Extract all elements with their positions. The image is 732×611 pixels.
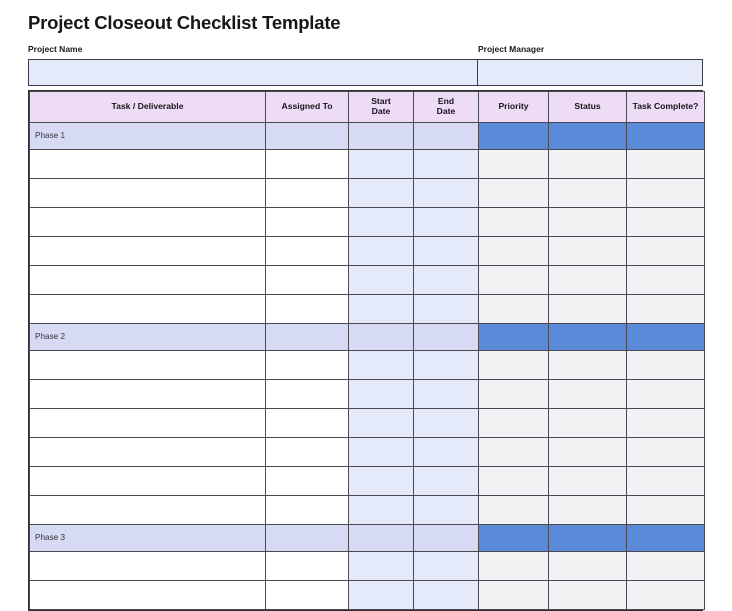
- cell-start[interactable]: [349, 380, 414, 409]
- cell-status[interactable]: [549, 295, 627, 324]
- project-manager-label: Project Manager: [478, 44, 545, 54]
- cell-start[interactable]: [349, 208, 414, 237]
- cell-status[interactable]: [549, 552, 627, 581]
- cell-complete[interactable]: [627, 324, 705, 351]
- cell-status[interactable]: [549, 525, 627, 552]
- cell-complete[interactable]: [627, 123, 705, 150]
- column-header-start-date: [349, 92, 414, 123]
- cell-task[interactable]: [30, 438, 266, 467]
- cell-end[interactable]: [414, 409, 479, 438]
- phase-row: [30, 525, 705, 552]
- cell-complete[interactable]: [627, 438, 705, 467]
- cell-complete[interactable]: [627, 467, 705, 496]
- cell-priority[interactable]: [479, 266, 549, 295]
- cell-status[interactable]: [549, 380, 627, 409]
- cell-priority[interactable]: [479, 295, 549, 324]
- table-row: [30, 467, 705, 496]
- cell-assigned[interactable]: [266, 123, 349, 150]
- cell-end[interactable]: [414, 351, 479, 380]
- column-header-task-line1: Task / Deliverable: [111, 101, 184, 112]
- cell-assigned[interactable]: [266, 581, 349, 610]
- column-header-task-complete: [627, 92, 705, 123]
- cell-start[interactable]: [349, 552, 414, 581]
- project-name-input[interactable]: [29, 60, 478, 85]
- cell-priority[interactable]: [479, 179, 549, 208]
- cell-assigned[interactable]: [266, 552, 349, 581]
- cell-complete[interactable]: [627, 208, 705, 237]
- cell-complete[interactable]: [627, 295, 705, 324]
- cell-complete[interactable]: [627, 237, 705, 266]
- cell-priority[interactable]: [479, 409, 549, 438]
- column-header-status: [549, 92, 627, 123]
- cell-complete[interactable]: [627, 409, 705, 438]
- cell-status[interactable]: [549, 179, 627, 208]
- cell-assigned[interactable]: [266, 467, 349, 496]
- cell-end[interactable]: [414, 150, 479, 179]
- cell-assigned[interactable]: [266, 438, 349, 467]
- cell-status[interactable]: [549, 351, 627, 380]
- cell-task-text: Phase 3: [35, 533, 66, 543]
- cell-end[interactable]: [414, 380, 479, 409]
- table-row: [30, 266, 705, 295]
- cell-status[interactable]: [549, 409, 627, 438]
- table-row: [30, 150, 705, 179]
- cell-task[interactable]: [30, 525, 266, 552]
- cell-task[interactable]: [30, 496, 266, 525]
- table-row: [30, 295, 705, 324]
- cell-priority[interactable]: [479, 351, 549, 380]
- page-title: Project Closeout Checklist Template: [28, 12, 341, 33]
- cell-start[interactable]: [349, 496, 414, 525]
- cell-end[interactable]: [414, 295, 479, 324]
- cell-start[interactable]: [349, 150, 414, 179]
- cell-start[interactable]: [349, 324, 414, 351]
- cell-priority[interactable]: [479, 438, 549, 467]
- cell-start[interactable]: [349, 525, 414, 552]
- cell-priority[interactable]: [479, 525, 549, 552]
- cell-assigned[interactable]: [266, 237, 349, 266]
- cell-assigned[interactable]: [266, 496, 349, 525]
- column-header-start-date-line1: Start: [371, 96, 391, 107]
- cell-task[interactable]: [30, 208, 266, 237]
- cell-priority[interactable]: [479, 208, 549, 237]
- cell-status[interactable]: [549, 496, 627, 525]
- cell-status[interactable]: [549, 266, 627, 295]
- cell-assigned[interactable]: [266, 324, 349, 351]
- cell-complete[interactable]: [627, 266, 705, 295]
- table-row: [30, 438, 705, 467]
- cell-task[interactable]: [30, 123, 266, 150]
- cell-task[interactable]: [30, 467, 266, 496]
- table-row: [30, 409, 705, 438]
- cell-task[interactable]: [30, 324, 266, 351]
- cell-assigned[interactable]: [266, 525, 349, 552]
- cell-start[interactable]: [349, 237, 414, 266]
- cell-complete[interactable]: [627, 581, 705, 610]
- column-header-end-date: [414, 92, 479, 123]
- cell-complete[interactable]: [627, 552, 705, 581]
- table-row: [30, 351, 705, 380]
- cell-complete[interactable]: [627, 380, 705, 409]
- cell-assigned[interactable]: [266, 208, 349, 237]
- cell-task[interactable]: [30, 295, 266, 324]
- table-row: [30, 237, 705, 266]
- cell-assigned[interactable]: [266, 380, 349, 409]
- meta-label-row: [28, 44, 703, 56]
- cell-priority[interactable]: [479, 123, 549, 150]
- cell-end[interactable]: [414, 581, 479, 610]
- cell-start[interactable]: [349, 438, 414, 467]
- cell-end[interactable]: [414, 438, 479, 467]
- cell-priority[interactable]: [479, 324, 549, 351]
- cell-status[interactable]: [549, 581, 627, 610]
- cell-assigned[interactable]: [266, 295, 349, 324]
- cell-status[interactable]: [549, 150, 627, 179]
- cell-task[interactable]: [30, 581, 266, 610]
- column-header-priority: [479, 92, 549, 123]
- cell-task[interactable]: [30, 266, 266, 295]
- column-header-start-date-line2: Date: [371, 106, 391, 116]
- phase-row: [30, 123, 705, 150]
- cell-start[interactable]: [349, 351, 414, 380]
- column-header-status-line1: Status: [574, 101, 601, 112]
- cell-complete[interactable]: [627, 496, 705, 525]
- cell-task-text: Phase 2: [35, 332, 66, 342]
- cell-status[interactable]: [549, 467, 627, 496]
- column-header-end-date-line2: Date: [436, 106, 456, 116]
- cell-task[interactable]: [30, 237, 266, 266]
- phase-row: [30, 324, 705, 351]
- cell-assigned[interactable]: [266, 150, 349, 179]
- column-header-end-date-line1: End: [437, 96, 455, 107]
- cell-task[interactable]: [30, 552, 266, 581]
- cell-end[interactable]: [414, 266, 479, 295]
- cell-start[interactable]: [349, 179, 414, 208]
- cell-status[interactable]: [549, 208, 627, 237]
- table-row: [30, 179, 705, 208]
- cell-priority[interactable]: [479, 380, 549, 409]
- cell-priority[interactable]: [479, 552, 549, 581]
- cell-start[interactable]: [349, 581, 414, 610]
- cell-task[interactable]: [30, 179, 266, 208]
- table-row: [30, 581, 705, 610]
- column-header-task-complete-line1: Task Complete?: [632, 101, 699, 112]
- project-name-label: Project Name: [28, 44, 83, 54]
- cell-start[interactable]: [349, 295, 414, 324]
- column-header-priority-line1: Priority: [498, 101, 529, 112]
- cell-assigned[interactable]: [266, 409, 349, 438]
- cell-task[interactable]: [30, 409, 266, 438]
- cell-start[interactable]: [349, 409, 414, 438]
- cell-priority[interactable]: [479, 496, 549, 525]
- cell-assigned[interactable]: [266, 179, 349, 208]
- table-row: [30, 552, 705, 581]
- table-row: [30, 496, 705, 525]
- cell-end[interactable]: [414, 552, 479, 581]
- cell-end[interactable]: [414, 208, 479, 237]
- cell-complete[interactable]: [627, 351, 705, 380]
- cell-priority[interactable]: [479, 581, 549, 610]
- cell-end[interactable]: [414, 123, 479, 150]
- cell-start[interactable]: [349, 467, 414, 496]
- cell-complete[interactable]: [627, 179, 705, 208]
- cell-end[interactable]: [414, 525, 479, 552]
- cell-task-text: Phase 1: [35, 131, 66, 141]
- cell-status[interactable]: [549, 237, 627, 266]
- cell-complete[interactable]: [627, 525, 705, 552]
- cell-assigned[interactable]: [266, 266, 349, 295]
- column-header-assigned-to: [266, 92, 349, 123]
- cell-task[interactable]: [30, 150, 266, 179]
- meta-field-row: [28, 59, 703, 86]
- table-header-row: [30, 92, 705, 123]
- cell-end[interactable]: [414, 179, 479, 208]
- cell-start[interactable]: [349, 123, 414, 150]
- cell-start[interactable]: [349, 266, 414, 295]
- cell-priority[interactable]: [479, 237, 549, 266]
- table-row: [30, 208, 705, 237]
- checklist-table: [28, 90, 703, 611]
- table-row: [30, 380, 705, 409]
- cell-complete[interactable]: [627, 150, 705, 179]
- cell-end[interactable]: [414, 467, 479, 496]
- cell-status[interactable]: [549, 123, 627, 150]
- project-manager-input[interactable]: [478, 60, 700, 85]
- cell-end[interactable]: [414, 324, 479, 351]
- cell-task[interactable]: [30, 351, 266, 380]
- cell-status[interactable]: [549, 324, 627, 351]
- cell-task[interactable]: [30, 380, 266, 409]
- cell-end[interactable]: [414, 237, 479, 266]
- cell-assigned[interactable]: [266, 351, 349, 380]
- cell-priority[interactable]: [479, 150, 549, 179]
- cell-end[interactable]: [414, 496, 479, 525]
- cell-priority[interactable]: [479, 467, 549, 496]
- column-header-task: [30, 92, 266, 123]
- cell-status[interactable]: [549, 438, 627, 467]
- column-header-assigned-to-line1: Assigned To: [281, 101, 333, 112]
